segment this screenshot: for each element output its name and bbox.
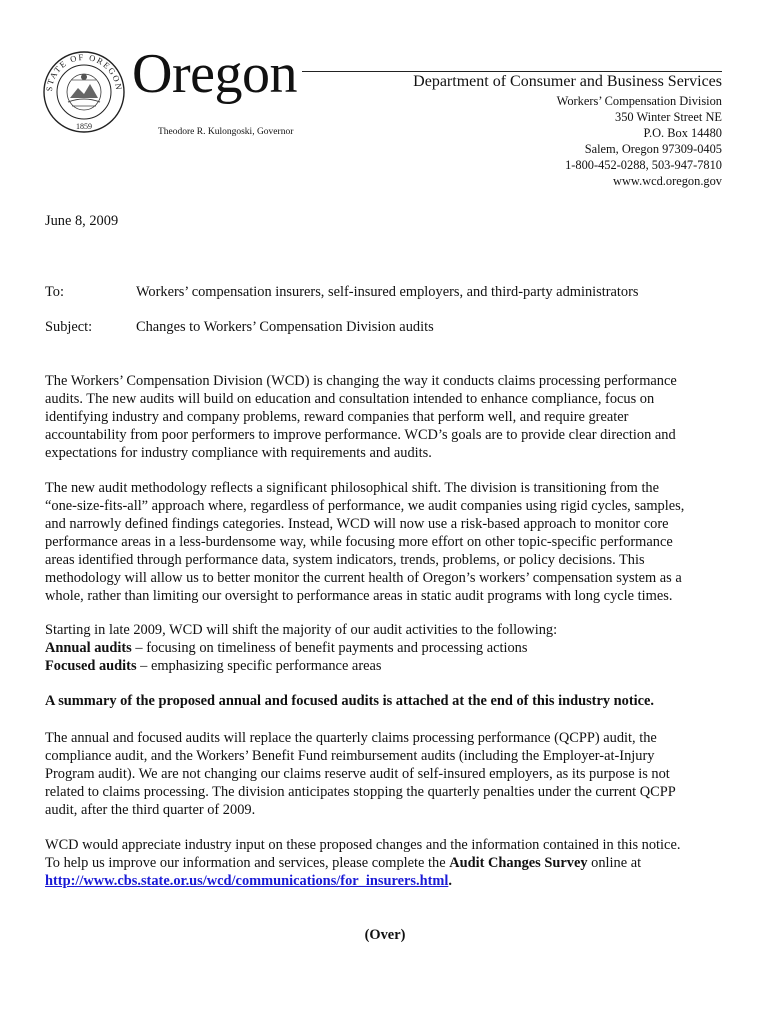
subject-value: Changes to Workers’ Compensation Division audits xyxy=(136,319,434,335)
text-fragment: online at xyxy=(587,855,642,871)
governor-name: Theodore R. Kulongoski, Governor xyxy=(158,127,294,137)
text-line: WCD would appreciate industry input on these proposed changes and the information contained in this notice. xyxy=(45,837,681,853)
paragraph-audit-activities xyxy=(45,621,735,675)
text-line: expectations for industry compliance with requirements and audits. xyxy=(45,445,432,461)
text-line: related to claims processing. The division anticipates stopping the quarterly penalties under the current QCPP xyxy=(45,784,676,800)
survey-name: Audit Changes Survey xyxy=(449,855,588,871)
text-fragment: To help us improve our information and services, please complete the xyxy=(45,855,450,871)
focused-audits-term: Focused audits xyxy=(45,658,137,674)
letterhead-rule xyxy=(302,71,722,72)
address-line: P.O. Box 14480 xyxy=(643,126,722,140)
svg-text:STATE OF OREGON xyxy=(44,52,124,92)
website-line: www.wcd.oregon.gov xyxy=(613,174,722,188)
paragraph-replacement xyxy=(45,729,735,819)
text-line: methodology will allow us to better monitor the current health of Oregon’s workers’ compensation system as a xyxy=(45,570,682,586)
paragraph-survey xyxy=(45,836,735,890)
annual-audits-term: Annual audits xyxy=(45,640,132,656)
address-line: Salem, Oregon 97309-0405 xyxy=(584,142,722,156)
oregon-state-seal xyxy=(42,50,126,134)
text-line: “one-size-fits-all” approach where, regardless of performance, we audit companies using rigid cycles, samples, xyxy=(45,498,685,514)
text-line: Program audit). We are not changing our claims reserve audit of self-insured employers, as its purpose is not xyxy=(45,766,670,782)
text-line: The new audit methodology reflects a significant philosophical shift. The division is transitioning from the xyxy=(45,480,660,496)
annual-audits-item xyxy=(45,639,735,657)
over-indicator: (Over) xyxy=(364,927,406,943)
text-line: The Workers’ Compensation Division (WCD) is changing the way it conducts claims processing performance xyxy=(45,373,677,389)
seal-top-text: STATE OF OREGON xyxy=(43,51,125,92)
to-label: To: xyxy=(45,284,64,300)
annual-audits-desc: – focusing on timeliness of benefit payments and processing actions xyxy=(131,640,528,656)
text-line: compliance audit, and the Workers’ Benefit Fund reimbursement audits (including the Employer-at-Injury xyxy=(45,748,655,764)
text-line: audits. The new audits will build on education and consultation intended to enhance compliance, focus on xyxy=(45,391,655,407)
text-line: areas identified through performance data, system indicators, trends, problems, or policy decisions. This xyxy=(45,552,645,568)
text-line: identifying industry and company problems, reward companies that perform well, and require greater xyxy=(45,409,629,425)
text-line: The annual and focused audits will replace the quarterly claims processing performance (QCPP) audit, the xyxy=(45,730,657,746)
text-line: accountability from poor performers to improve performance. WCD’s goals are to provide clear direction and xyxy=(45,427,676,443)
address-line: Workers’ Compensation Division xyxy=(556,94,722,108)
text-line: performance areas in a less-burdensome way, while focusing more effort on other topic-specific performance xyxy=(45,534,673,550)
text-fragment: . xyxy=(448,873,452,889)
text-line: audit, after the third quarter of 2009. xyxy=(45,802,256,818)
text-line xyxy=(45,854,735,872)
focused-audits-desc: – emphasizing specific performance areas xyxy=(136,658,382,674)
oregon-logo-wordmark: Oregon xyxy=(132,43,297,105)
address-line: 1-800-452-0288, 503-947-7810 xyxy=(565,158,722,172)
text-line xyxy=(45,872,735,890)
text-line: Starting in late 2009, WCD will shift the majority of our audit activities to the following: xyxy=(45,622,558,638)
seal-year: 1859 xyxy=(76,122,92,131)
agency-address xyxy=(557,93,722,189)
subject-label: Subject: xyxy=(45,319,93,335)
insurers-communications-link[interactable]: http://www.cbs.state.or.us/wcd/communications/for_insurers.html xyxy=(45,873,449,889)
text-line: and narrowly defined findings categories. Instead, WCD will now use a risk-based approach to monitor core xyxy=(45,516,669,532)
summary-notice: A summary of the proposed annual and focused audits is attached at the end of this industry notice. xyxy=(45,693,655,709)
paragraph-intro xyxy=(45,372,735,462)
agency-name: Department of Consumer and Business Services xyxy=(413,73,722,90)
address-line: 350 Winter Street NE xyxy=(615,110,722,124)
to-value: Workers’ compensation insurers, self-insured employers, and third-party administrators xyxy=(136,284,639,300)
letter-date: June 8, 2009 xyxy=(45,213,119,229)
paragraph-methodology xyxy=(45,479,735,605)
text-line: whole, rather than limiting our oversight to performance areas in static audit programs with long cycle times. xyxy=(45,588,673,604)
focused-audits-item xyxy=(45,657,735,675)
